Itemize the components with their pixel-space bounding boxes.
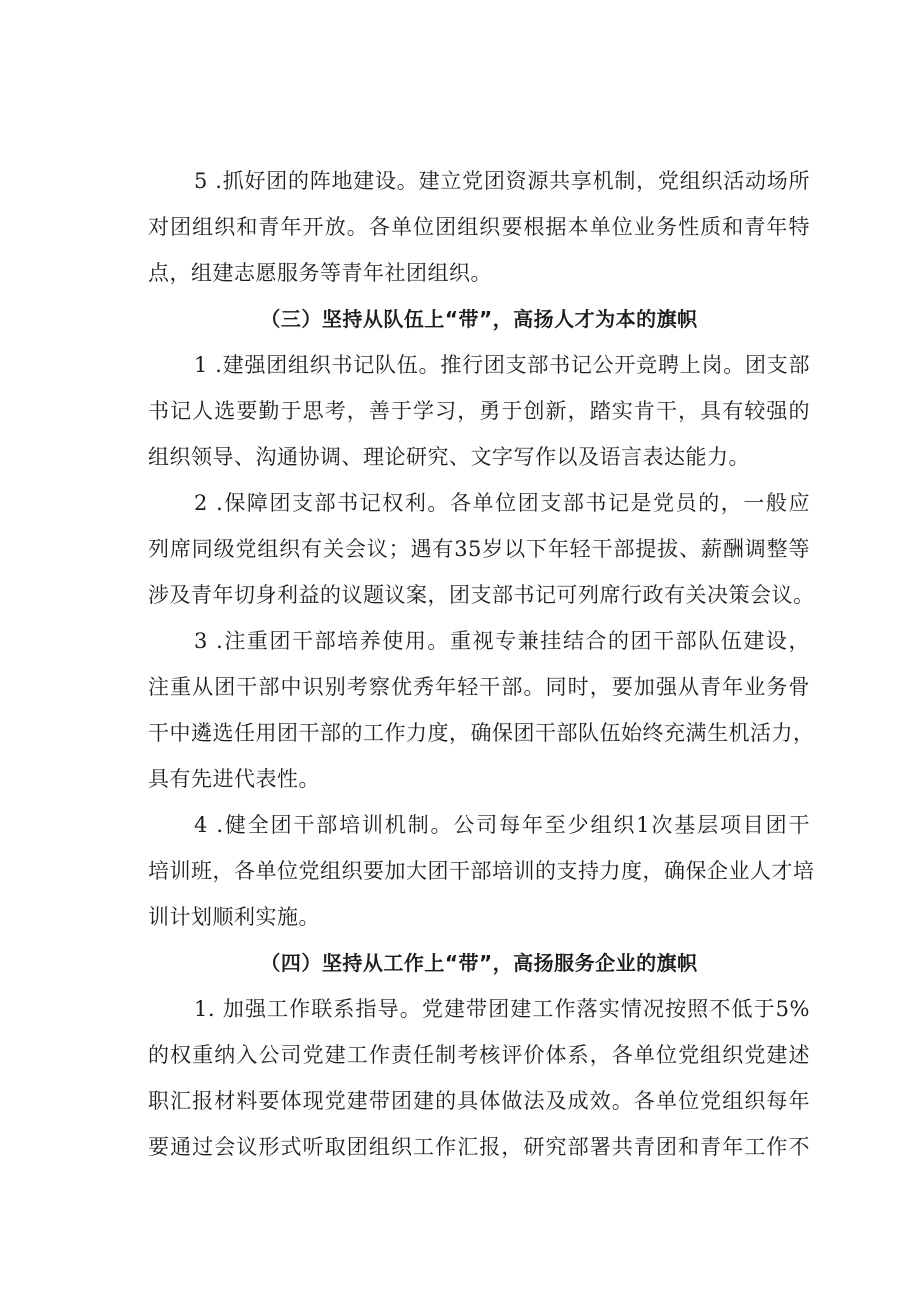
paragraph-line: 涉及青年切身利益的议题议案，团支部书记可列席行政有关决策会议。: [148, 583, 815, 607]
paragraph-line: 具有先进代表性。: [148, 767, 320, 791]
item-2-paragraph: [148, 480, 815, 618]
paragraph-line: 注重从团干部中识别考察优秀年轻干部。同时，要加强从青年业务骨: [148, 675, 810, 699]
paragraph-line: 1. 加强工作联系指导。党建带团建工作落实情况按照不低于5%: [194, 997, 810, 1021]
item-5-paragraph: [148, 158, 810, 296]
paragraph-line: 2 .保障团支部书记权利。各单位团支部书记是党员的，一般应: [194, 491, 810, 515]
paragraph-line: 3 .注重团干部培养使用。重视专兼挂结合的团干部队伍建设，: [194, 629, 810, 653]
item-1-paragraph: [148, 342, 810, 480]
paragraph-line: 点，组建志愿服务等青年社团组织。: [148, 261, 492, 285]
paragraph-line: 的权重纳入公司党建工作责任制考核评价体系，各单位党组织党建述: [148, 1043, 810, 1067]
paragraph-line: 要通过会议形式听取团组织工作汇报，研究部署共青团和青年工作不: [148, 1135, 810, 1159]
paragraph-line: 4 .健全团干部培训机制。公司每年至少组织1次基层项目团干: [194, 813, 810, 837]
section-heading-4: （四）坚持从工作上“带”，高扬服务企业的旗帜: [260, 951, 698, 975]
paragraph-line: 职汇报材料要体现党建带团建的具体做法及成效。各单位党组织每年: [148, 1089, 810, 1113]
paragraph-line: 5 .抓好团的阵地建设。建立党团资源共享机制，党组织活动场所: [194, 169, 810, 193]
item-3-paragraph: [148, 618, 815, 802]
section-heading-3: （三）坚持从队伍上“带”，高扬人才为本的旗帜: [260, 307, 698, 331]
paragraph-line: 训计划顺利实施。: [148, 905, 320, 929]
item-1-work-paragraph: [148, 986, 810, 1170]
paragraph-line: 干中遴选任用团干部的工作力度，确保团干部队伍始终充满生机活力，: [148, 721, 815, 745]
paragraph-line: 组织领导、沟通协调、理论研究、文字写作以及语言表达能力。: [148, 445, 750, 469]
item-4-paragraph: [148, 802, 815, 940]
paragraph-line: 对团组织和青年开放。各单位团组织要根据本单位业务性质和青年特: [148, 215, 810, 239]
paragraph-line: 培训班，各单位党组织要加大团干部培训的支持力度，确保企业人才培: [148, 859, 815, 883]
paragraph-line: 列席同级党组织有关会议；遇有35岁以下年轻干部提拔、薪酬调整等: [148, 537, 810, 561]
paragraph-line: 书记人选要勤于思考，善于学习，勇于创新，踏实肯干，具有较强的: [148, 399, 810, 423]
document-body: [148, 158, 815, 1170]
paragraph-line: 1 .建强团组织书记队伍。推行团支部书记公开竞聘上岗。团支部: [194, 353, 810, 377]
